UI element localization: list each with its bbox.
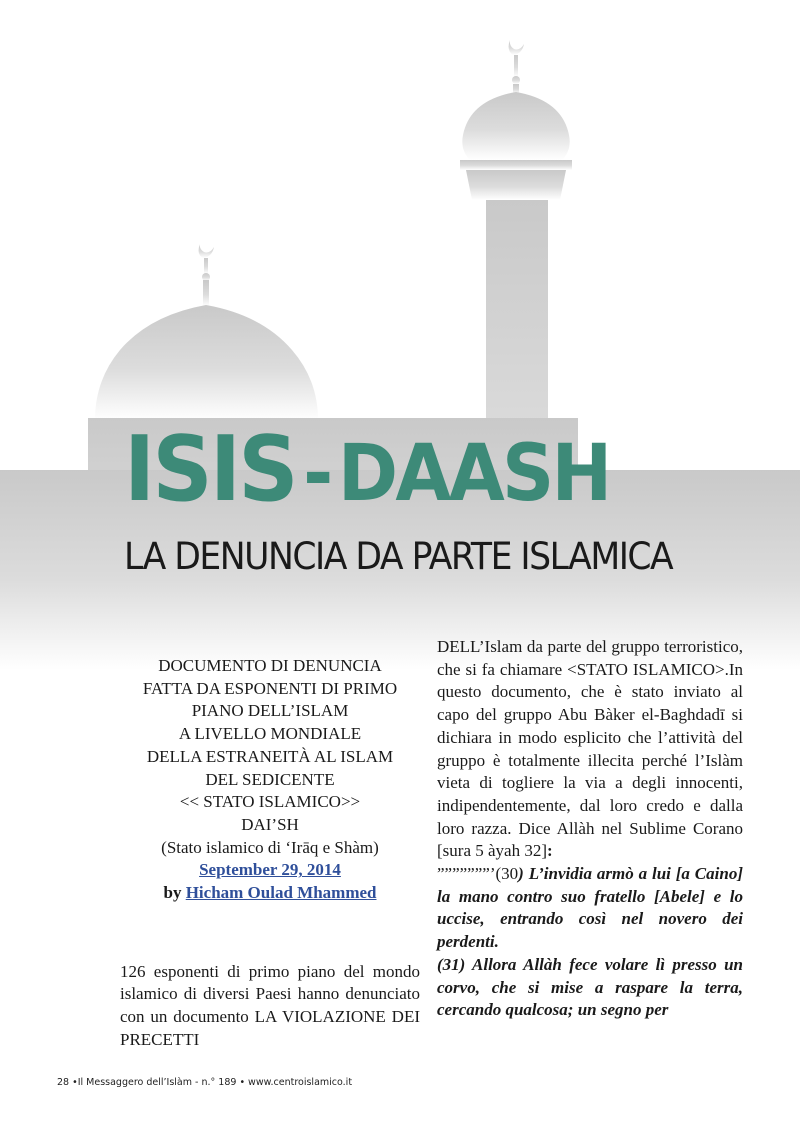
heading-line: PIANO DELL’ISLAM	[191, 701, 349, 721]
quote-verse-30	[437, 863, 743, 954]
left-column	[120, 655, 420, 1052]
quote-marks: ”””””””’(30	[437, 864, 519, 884]
page-footer: 28 •Il Messaggero dell’Islàm - n.° 189 • www.centroislamico.it	[57, 1077, 353, 1088]
right-column	[437, 636, 743, 1022]
title-daash: DAASH	[337, 429, 610, 519]
heading-line: DOCUMENTO DI DENUNCIA	[158, 656, 382, 675]
date-link[interactable]: September 29, 2014	[199, 860, 341, 880]
minaret-crescent-icon	[509, 40, 524, 55]
dome-crescent-icon	[199, 244, 214, 258]
quote-verse-31: (31) Allora Allàh fece volare lì presso un corvo, che si mise a raspare la terra, cercando qualcosa; un segno per	[437, 954, 743, 1020]
article-title	[124, 417, 610, 522]
heading-line: DAI’SH	[241, 814, 299, 834]
title-isis: ISIS	[124, 417, 296, 522]
article-subtitle: LA DENUNCIA DA PARTE ISLAMICA	[124, 535, 673, 578]
heading-line: DEL SEDICENTE	[205, 769, 335, 789]
intro-colon: :	[547, 841, 553, 861]
author-link[interactable]: Hicham Oulad Mhammed	[185, 883, 377, 903]
heading-line: DELLA ESTRANEITÀ AL ISLAM	[146, 746, 394, 766]
heading-line: (Stato islamico di ‘Irāq e Shàm)	[161, 837, 379, 857]
quote-verse-30-text: ) L’invidia armò a lui [a Caino] la mano contro suo fratello [Abele] e lo uccise, entrando così nel novero dei perdenti.	[437, 864, 743, 952]
heading-line: A LIVELLO MONDIALE	[178, 724, 362, 744]
document-heading	[120, 655, 420, 905]
right-intro-text: DELL’Islam da parte del gruppo terroristico, che si fa chiamare <STATO ISLAMICO>.In questo documento, che è stato inviato al capo del gruppo Abu Bàker el-Baghdadī si dichiara in modo esplicito che l’attività del gruppo è totalmente illecita perché l’Islàm vieta di togliere la via a degli innocenti, indipendentemente, dal loro credo e dalla loro razza. Dice Allàh nel Sublime Corano [sura 5 àyah 32]	[437, 637, 743, 861]
heading-line: << STATO ISLAMICO>>	[179, 792, 361, 812]
title-dash: -	[303, 429, 331, 519]
right-paragraph	[437, 636, 743, 863]
heading-line: FATTA DA ESPONENTI DI PRIMO	[142, 678, 398, 698]
byline	[120, 882, 420, 905]
left-paragraph: 126 esponenti di primo piano del mondo islamico di diversi Paesi hanno denunciato con un documento LA VIOLAZIONE DEI PRECETTI	[120, 961, 420, 1049]
byline-prefix: by	[163, 883, 186, 903]
